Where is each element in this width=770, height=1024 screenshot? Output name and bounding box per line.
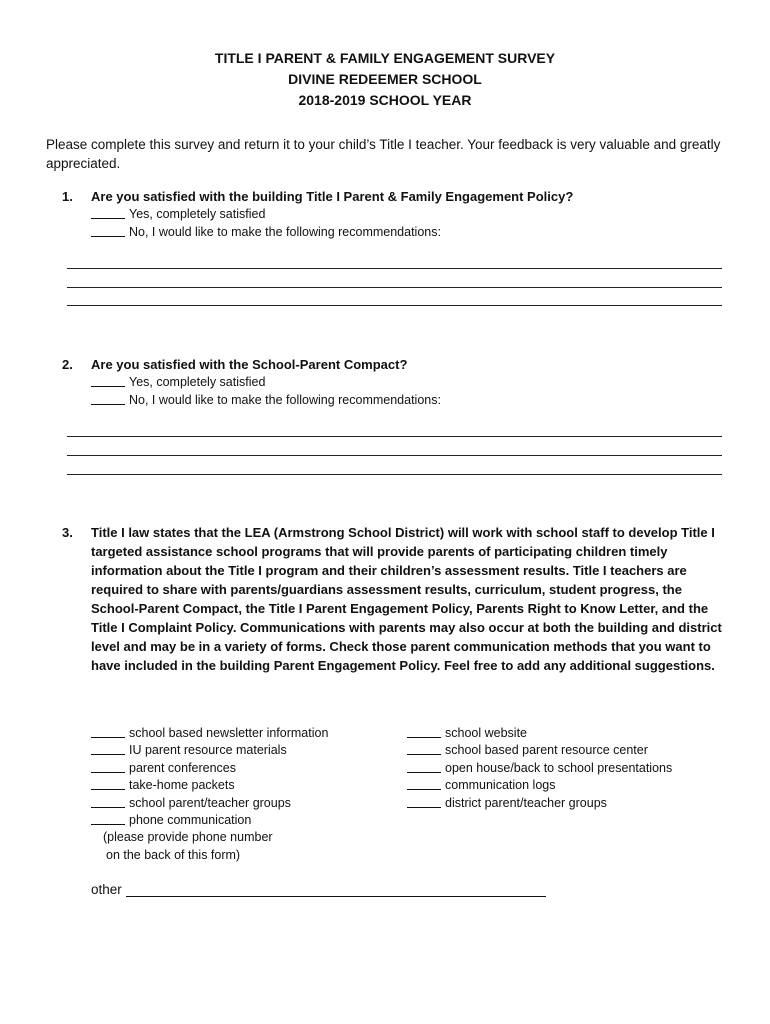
checkbox-blank[interactable]: [407, 807, 441, 808]
survey-header: [0, 48, 770, 111]
option-no-label: No, I would like to make the following recommendations:: [129, 224, 441, 239]
recommendation-line[interactable]: [67, 455, 722, 456]
method-label: parent conferences: [129, 760, 237, 775]
question-2: [62, 355, 732, 409]
method-label: IU parent resource materials: [129, 743, 287, 758]
method-label: open house/back to school presentations: [445, 760, 673, 775]
method-label: phone communication: [129, 813, 252, 828]
checkbox-blank[interactable]: [91, 218, 125, 219]
recommendation-line[interactable]: [67, 305, 722, 306]
checkbox-blank[interactable]: [91, 404, 125, 405]
checkbox-blank[interactable]: [407, 737, 441, 738]
phone-note-line-1: (please provide phone number: [103, 830, 273, 845]
phone-note-line-2: on the back of this form): [106, 847, 241, 862]
checkbox-blank[interactable]: [91, 789, 125, 790]
methods-right-column: [407, 725, 672, 812]
method-label: take-home packets: [129, 778, 235, 793]
method-label: school parent/teacher groups: [129, 795, 291, 810]
recommendation-line[interactable]: [67, 287, 722, 288]
question-1: [62, 187, 732, 241]
checkbox-blank[interactable]: [91, 824, 125, 825]
checkbox-blank[interactable]: [91, 737, 125, 738]
other-field: [91, 882, 546, 897]
checkbox-blank[interactable]: [91, 754, 125, 755]
checkbox-blank[interactable]: [91, 386, 125, 387]
other-label: other: [91, 882, 122, 897]
question-3: [62, 523, 732, 675]
option-no-label: No, I would like to make the following recommendations:: [129, 392, 441, 407]
method-label: school based newsletter information: [129, 726, 329, 740]
question-text: Are you satisfied with the building Title I Parent & Family Engagement Policy?: [91, 189, 574, 204]
methods-left-column: [91, 725, 328, 864]
option-yes-label: Yes, completely satisfied: [129, 207, 266, 221]
school-name: DIVINE REDEEMER SCHOOL: [288, 71, 482, 87]
method-label: school website: [445, 726, 527, 740]
question-number: 3.: [62, 525, 73, 540]
checkbox-blank[interactable]: [407, 754, 441, 755]
question-text: Title I law states that the LEA (Armstrong School District) will work with school staff to develop Title I targeted assistance school programs that will provide parents of participating children timely information about the Title I program and their children’s assessment results. Title I teachers are required to share with parents/guardians assessment results, curriculum, student progress, the School-Parent Compact, the Title I Parent Engagement Policy, Parents Right to Know Letter, and the Title I Complaint Policy. Communications with parents may also occur at both the building and district level and may be in a variety of forms. Check those parent communication methods that you want to have included in the building Parent Engagement Policy. Feel free to add any additional suggestions.: [91, 525, 722, 673]
option-yes-label: Yes, completely satisfied: [129, 375, 266, 389]
question-text: Are you satisfied with the School-Parent Compact?: [91, 357, 408, 372]
checkbox-blank[interactable]: [407, 772, 441, 773]
intro-text: Please complete this survey and return it to your child’s Title I teacher. Your feedback is very valuable and greatly appreciated.: [46, 137, 721, 171]
method-label: district parent/teacher groups: [445, 795, 607, 810]
survey-title: TITLE I PARENT & FAMILY ENGAGEMENT SURVEY: [214, 50, 556, 66]
recommendation-line[interactable]: [67, 268, 722, 269]
school-year: 2018-2019 SCHOOL YEAR: [298, 92, 472, 108]
method-label: communication logs: [445, 778, 556, 793]
checkbox-blank[interactable]: [407, 789, 441, 790]
recommendation-line[interactable]: [67, 474, 722, 475]
checkbox-blank[interactable]: [91, 236, 125, 237]
other-input-line[interactable]: [126, 882, 546, 897]
recommendation-line[interactable]: [67, 436, 722, 437]
checkbox-blank[interactable]: [91, 772, 125, 773]
checkbox-blank[interactable]: [91, 807, 125, 808]
question-number: 1.: [62, 189, 73, 204]
method-label: school based parent resource center: [445, 743, 648, 758]
question-number: 2.: [62, 357, 73, 372]
